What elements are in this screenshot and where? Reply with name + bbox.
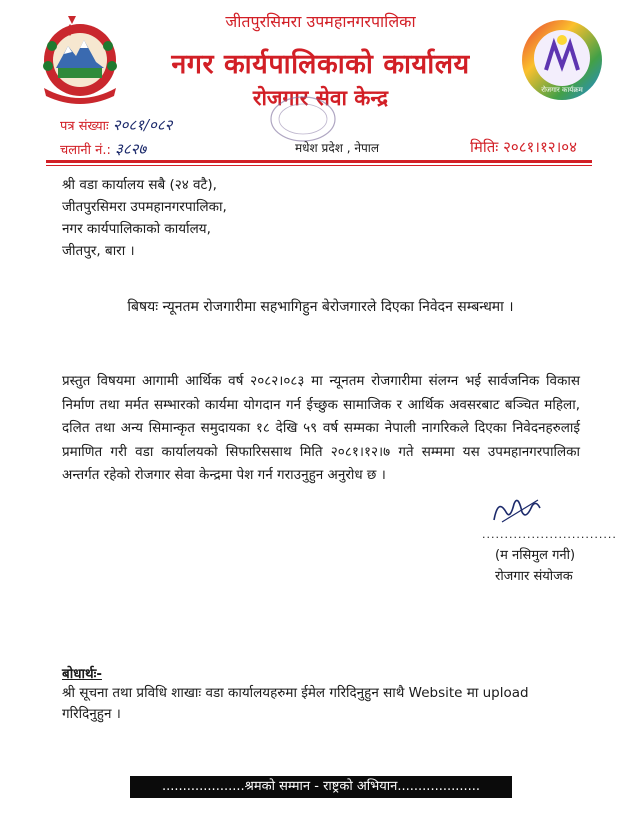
signatory-title: रोजगार संयोजक [495, 569, 573, 584]
office-title: नगर कार्यपालिकाको कार्यालय [171, 49, 470, 80]
letter-number-value: २०८१/०८२ [112, 116, 173, 134]
dispatch-number-label: चलानी नं.: [60, 143, 111, 158]
dispatch-number-value: ३८२७ [115, 140, 147, 158]
centre-title: रोजगार सेवा केन्द्र [252, 86, 389, 110]
signature-dots: .............................. [482, 528, 617, 541]
address-line: जीतपुरसिमरा उपमहानगरपालिका, [62, 199, 227, 215]
signatory-block [495, 545, 575, 587]
address-line: नगर कार्यपालिकाको कार्यालय, [62, 221, 211, 237]
address-line: श्री वडा कार्यालय सबै (२४ वटै), [62, 177, 217, 193]
signature-scribble [488, 490, 548, 530]
subject-line: बिषयः न्यूनतम रोजगारीमा सहभागिहुन बेरोजगारले दिएका निवेदन सम्बन्धमा । [127, 299, 514, 315]
municipality-name: जीतपुरसिमरा उपमहानगरपालिका [225, 12, 416, 31]
dispatch-number-row [60, 138, 172, 162]
header-rule-thin [46, 165, 592, 166]
cc-text: श्री सूचना तथा प्रविधि शाखाः वडा कार्यालयहरुमा ईमेल गरिदिनुहुन साथै Website मा upload गरिदिनुहुन । [62, 685, 529, 722]
date-value: २०८१।१२।०४ [503, 138, 577, 156]
reference-block [60, 114, 172, 162]
footer-slogan: ....................श्रमको सम्मान - राष्ट्रको अभियान.................... [130, 776, 512, 798]
recipient-address [62, 174, 227, 262]
letter-number-row [60, 114, 172, 138]
date-label: मितिः [470, 138, 499, 156]
cc-label: बोधार्थः- [62, 666, 102, 682]
letter-body: प्रस्तुत विषयमा आगामी आर्थिक वर्ष २०८२।०८३ मा न्यूनतम रोजगारीमा संलग्न भई सार्वजनिक विकास निर्माण तथा मर्मत सम्भारको कार्यमा योगदान गर्न ईच्छुक सामाजिक र आर्थिक अवसरबाट बञ्चित महिला, दलित तथा अन्य सिमान्कृत समुदायका १८ देखि ५९ वर्ष सम्मका नेपाली नागरिकले दिएका निवेदनहरुलाई प्रमाणित गरी वडा कार्यालयको सिफारिससाथ मिति २०८१।१२।७ गते सम्ममा यस उपमहानगरपालिका अन्तर्गत रहेको रोजगार सेवा केन्द्रमा पेश गर्न गराउनुहुन अनुरोध छ । [62, 373, 580, 483]
logo-right-text: रोजगार कार्यक्रम [541, 86, 583, 94]
signatory-name: (म नसिमुल गनी) [495, 548, 576, 563]
address-line: जीतपुर, बारा । [62, 243, 135, 259]
office-stamp [268, 94, 338, 144]
date-line [470, 137, 577, 157]
province-line: मधेश प्रदेश , नेपाल [295, 141, 380, 155]
letter-number-label: पत्र संख्याः [60, 119, 109, 134]
header-rule-thick [46, 160, 592, 163]
